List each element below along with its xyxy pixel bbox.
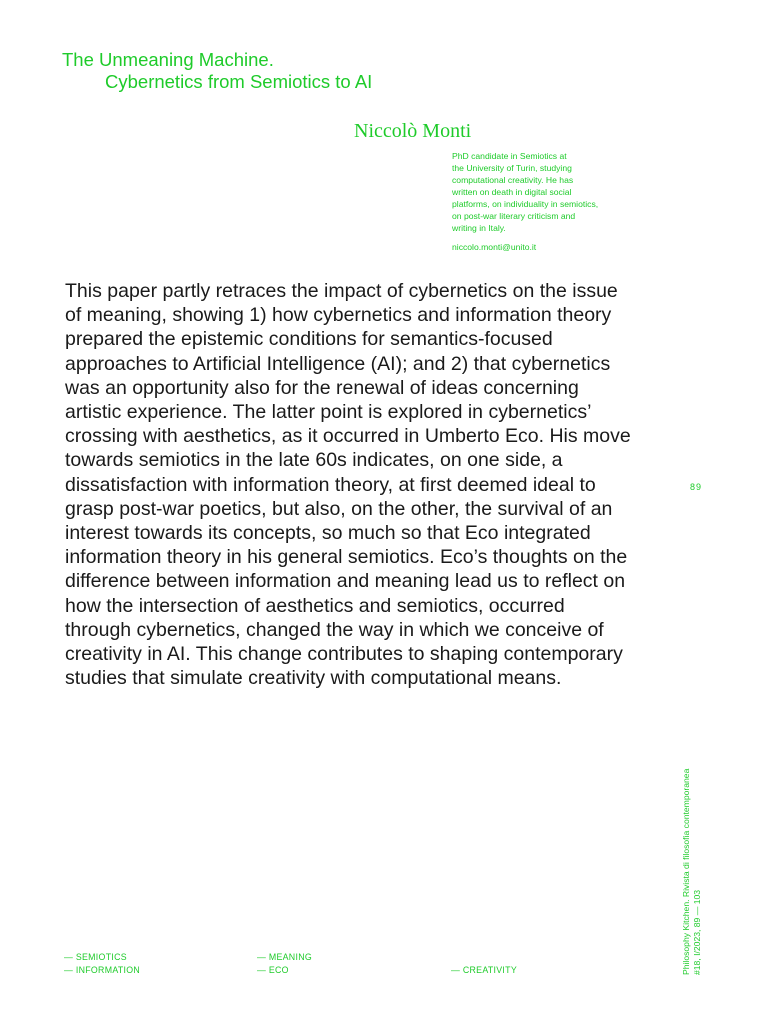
keyword-meaning: — MEANING xyxy=(257,952,312,962)
author-email[interactable]: niccolo.monti@unito.it xyxy=(452,242,537,252)
abstract-text: This paper partly retraces the impact of cybernetics on the issue of meaning, showing 1) how cybernetics and information theory prepared the epistemic conditions for semantics-focused approaches to Artificial Intelligence (AI); and 2) that cybernetics was an opportunity also for the renewal of ideas concerning artistic experience. The latter point is explored in cybernetics’ crossing with aesthetics, as it occurred in Umberto Eco. His move towards semiotics in the late 60s indicates, on one side, a dissatisfaction with information theory, at first deemed ideal to grasp post-war poetics, but also, on the other, the survival of an interest towards its concepts, so much so that Eco integrated information theory in his general semiotics. Eco’s thoughts on the difference between information and meaning lead us to reflect on how the intersection of aesthetics and semiotics, occurred through cybernetics, changed the way in which we conceive of creativity in AI. This change contributes to shaping contemporary studies that simulate creativity with computational means. xyxy=(65,280,631,690)
bio-line: on post-war literary criticism and xyxy=(452,211,576,221)
title-line-2: Cybernetics from Semiotics to AI xyxy=(105,71,373,92)
keyword-semiotics: — SEMIOTICS xyxy=(64,952,127,962)
author-name: Niccolò Monti xyxy=(354,120,472,142)
page-number: 89 xyxy=(690,482,703,492)
bio-line: computational creativity. He has xyxy=(452,175,574,185)
author-bio xyxy=(452,150,632,253)
bio-line: written on death in digital social xyxy=(452,187,572,197)
keyword-eco: — ECO xyxy=(257,965,289,975)
paper-title xyxy=(62,49,372,93)
bio-line: PhD candidate in Semiotics at xyxy=(452,151,567,161)
bio-line: writing in Italy. xyxy=(452,223,506,233)
keyword-creativity: — CREATIVITY xyxy=(451,965,517,975)
keyword-information: — INFORMATION xyxy=(64,965,141,975)
journal-issue: #18, I/2023, 89 — 103 xyxy=(692,889,702,975)
bio-line: the University of Turin, studying xyxy=(452,163,572,173)
journal-name: Philosophy Kitchen. Rivista di filosofia contemporanea xyxy=(681,768,691,975)
title-line-1: The Unmeaning Machine. xyxy=(62,49,274,70)
journal-citation xyxy=(681,769,703,975)
bio-line: platforms, on individuality in semiotics, xyxy=(452,199,599,209)
